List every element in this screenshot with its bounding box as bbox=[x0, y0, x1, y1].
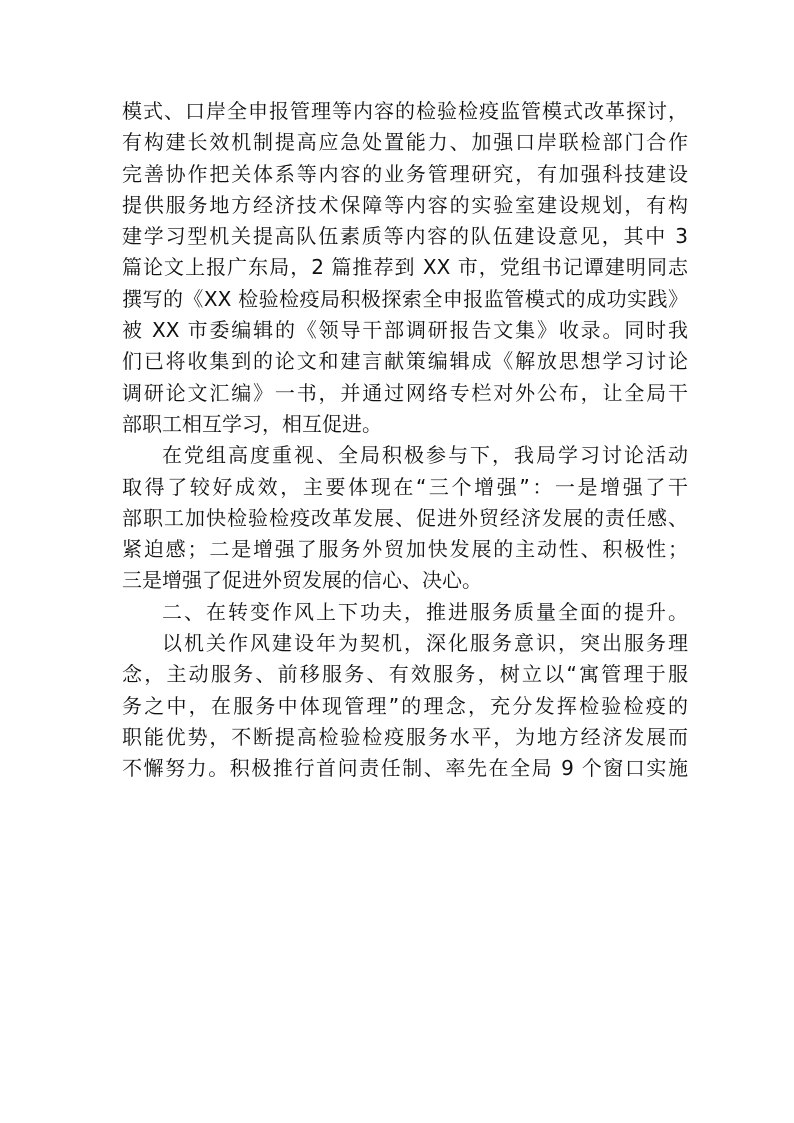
text-line-18: 以机关作风建设年为契机，深化服务意识，突出服务理 bbox=[162, 631, 688, 656]
text-line-16: 三是增强了促进外贸发展的信心、决心。 bbox=[122, 568, 482, 593]
text-line-22: 不懈努力。积极推行首问责任制、率先在全局 9 个窗口实施 bbox=[122, 756, 688, 781]
text-line-13: 取得了较好成效，主要体现在“三个增强”：一是增强了干 bbox=[122, 474, 688, 499]
text-line-1: 模式、口岸全申报管理等内容的检验检疫监管模式改革探讨， bbox=[122, 99, 688, 123]
text-line-3: 完善协作把关体系等内容的业务管理研究，有加强科技建设 bbox=[122, 161, 688, 186]
text-line-2: 有构建长效机制提高应急处置能力、加强口岸联检部门合作 bbox=[122, 130, 688, 155]
text-line-4: 提供服务地方经济技术保障等内容的实验室建设规划，有构 bbox=[122, 192, 688, 217]
text-line-8: 被 XX 市委编辑的《领导干部调研报告文集》收录。同时我 bbox=[122, 318, 688, 343]
text-line-10: 调研论文汇编》一书，并通过网络专栏对外公布，让全局干 bbox=[122, 380, 688, 405]
section-heading: 二、在转变作风上下功夫，推进服务质量全面的提升。 bbox=[162, 599, 688, 624]
text-line-20: 务之中，在服务中体现管理”的理念，充分发挥检验检疫的 bbox=[122, 693, 688, 718]
text-line-7: 撰写的《XX 检验检疫局积极探索全申报监管模式的成功实践》 bbox=[122, 286, 688, 311]
text-line-19: 念，主动服务、前移服务、有效服务，树立以“寓管理于服 bbox=[122, 662, 688, 687]
text-line-21: 职能优势，不断提高检验检疫服务水平，为地方经济发展而 bbox=[122, 724, 688, 749]
text-line-6: 篇论文上报广东局，2 篇推荐到 XX 市，党组书记谭建明同志 bbox=[122, 255, 688, 280]
text-line-9: 们已将收集到的论文和建言献策编辑成《解放思想学习讨论 bbox=[122, 349, 688, 374]
text-line-5: 建学习型机关提高队伍素质等内容的队伍建设意见，其中 3 bbox=[122, 224, 688, 249]
text-line-15: 紧迫感；二是增强了服务外贸加快发展的主动性、积极性； bbox=[122, 537, 688, 562]
text-line-14: 部职工加快检验检疫改革发展、促进外贸经济发展的责任感、 bbox=[122, 505, 688, 530]
text-line-12: 在党组高度重视、全局积极参与下，我局学习讨论活动 bbox=[162, 443, 688, 468]
document-body bbox=[122, 96, 688, 785]
text-line-11: 部职工相互学习，相互促进。 bbox=[122, 411, 382, 436]
